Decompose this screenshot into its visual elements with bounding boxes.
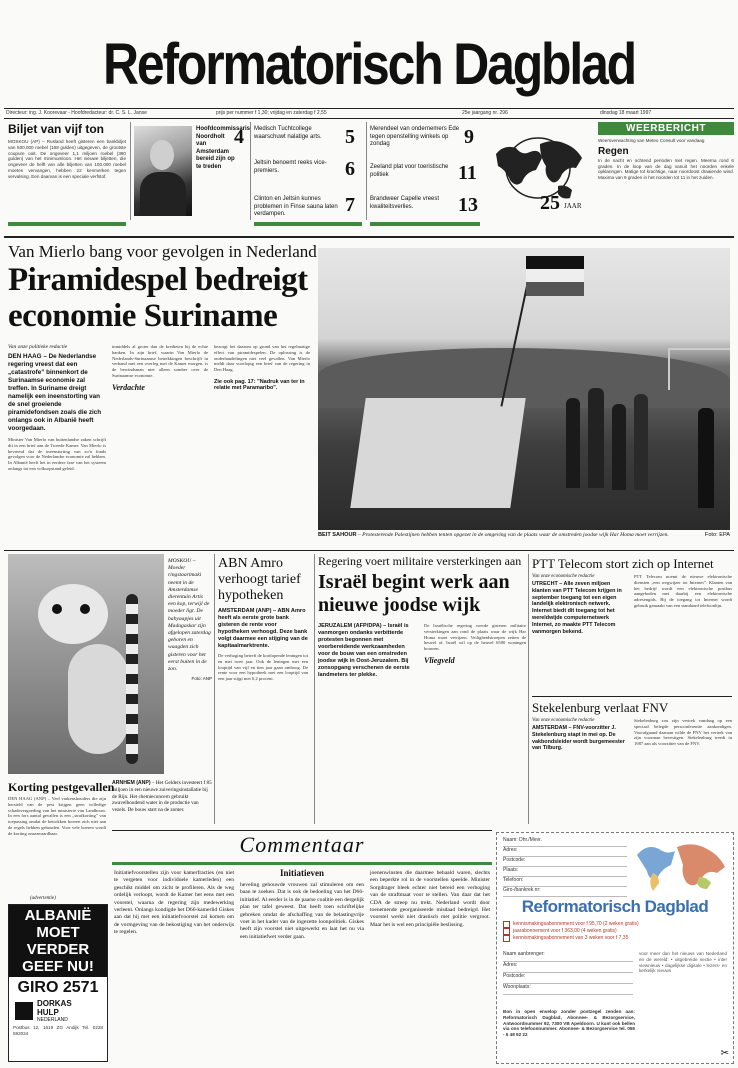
form-field-referrer-label: Naam aanbrenger: bbox=[503, 951, 545, 957]
world-map-icon bbox=[633, 837, 729, 895]
ad-org-3: NEDERLAND bbox=[37, 1017, 68, 1023]
main-col-3 bbox=[214, 344, 310, 391]
main-col-1 bbox=[8, 344, 106, 472]
weather-box bbox=[598, 122, 734, 224]
ad-label: (advertentie) bbox=[30, 896, 56, 901]
teaser-item-2 bbox=[254, 160, 338, 175]
checkbox-icon bbox=[503, 928, 510, 935]
abn-headline: ABN Amro verhoogt tarief hypotheken bbox=[218, 556, 301, 603]
form-option-1[interactable] bbox=[503, 921, 729, 928]
abn-body: De verhoging betreft de kortlopende leningen tot en met twee jaar. Ook de leningen met een looptijd van vijf en tien jaar gaan omhoog. De rente voor een hypotheek met een looptijd van een jaar stijgt met 0,2 procent. bbox=[218, 653, 308, 682]
main-subhead: Verdachte bbox=[112, 382, 145, 392]
teaser-item-2-text: Jeltsin benoemt reeks vice-premiers. bbox=[254, 160, 327, 174]
commentaar-title: Commentaar bbox=[239, 832, 365, 857]
israel-headline-2: nieuwe joodse wijk bbox=[318, 594, 481, 616]
checkbox-icon bbox=[503, 921, 510, 928]
lemur-credit: Foto: ANP bbox=[191, 676, 212, 682]
scissors-icon: ✂ bbox=[720, 1048, 729, 1059]
form-footer: Bon in open envelop zonder postzegel zenden aan: Reformatorisch Dagblad, Abonnee- & Bezorgservice, Antwoordnummer 92, 7300 VB Apeldoorn. U kunt ook bellen via ons telefoonnummer. Abonnee- & Bezorgservice tel. 055 - 5 48 92 22 bbox=[503, 1009, 635, 1038]
lemur-caption bbox=[168, 558, 212, 682]
protest-photo bbox=[318, 248, 730, 530]
teaser-item-4-page: 9 bbox=[464, 126, 474, 148]
teaser-item-3-page: 7 bbox=[345, 194, 355, 216]
commentaar-col-1: Initiatiefvoorstellen zijn voor kamerfracties (en niet te vergeten voor individuele kamerleden) een geschikt middel om zicht te profileren. Als de weg ordelijk verloopt, wordt de Kamer het eens met een voorstel, waarna de regering zijn medewerking verleent. Onlangs kondigde het D66-kamerlid Giskes aan dat hij met een initiatiefvoorstel zal komen om de vormgeving van de bekostiging van het onderwijs te regelen. bbox=[114, 870, 234, 936]
ad-line-2: MOET bbox=[36, 924, 80, 941]
masthead-price: prijs per nummer f 1,30; vrijdag en zaterdag f 2,55 bbox=[216, 110, 327, 116]
teaser-item-5-page: 11 bbox=[458, 162, 477, 184]
abn-story bbox=[218, 556, 308, 682]
ptt-story bbox=[532, 556, 732, 635]
form-field-postcode-label: Postcode: bbox=[503, 857, 526, 863]
israel-body: De Israëlische regering voerde gisteren militaire versterkingen aan rond de plaats waar de wijk Har Homa moet verrijzen. Veiligheidstroepen zetten de heuvel af. Israël wil op de heuvel 6500 woningen bouwen. bbox=[424, 623, 526, 652]
form-field-referrer[interactable] bbox=[503, 951, 633, 962]
commentaar-subtitle: Initiatieven bbox=[280, 868, 324, 878]
arnhem-caption bbox=[112, 780, 212, 814]
form-field-bank-label: Giro-/bankrek.nr: bbox=[503, 887, 541, 893]
teaser-item-4 bbox=[370, 126, 462, 149]
form-field-referrer-address-label: Adres: bbox=[503, 962, 518, 968]
form-side-text: voor meer dan het nieuws van Nederland en de wereld: • uitgebreide sectie • inter viewnieuw • dagelijkse digitale • lezers- en kerkelijk nieuws bbox=[639, 951, 727, 974]
checkbox-icon bbox=[503, 935, 510, 942]
ptt-headline: PTT Telecom stort zich op Internet bbox=[532, 556, 714, 571]
albania-ad bbox=[8, 904, 108, 1062]
weather-sub: Weersverwachting van Meteo Consult voor vandaag bbox=[598, 138, 705, 143]
lemur-caption-text: MOSKOU – Moeder ringstaartmaki neemt in de Amsterdamse dierentuin Artis een kop, terwijl de moeder ligt. De babyaapjes uit Madagaskar zijn afgelopen zaterdag geboren en waagden zich gisteren voor het eerst buiten in de zon. bbox=[168, 558, 211, 673]
masthead-title: Reformatorisch Dagblad bbox=[103, 32, 635, 97]
ad-line-3: VERDER bbox=[26, 941, 90, 958]
form-field-referrer-postcode-label: Postcode: bbox=[503, 973, 526, 979]
photo-caption-text: – Protesterende Palestijnen hebben tenten opgezet in de omgeving van de plaats waar de omstreden joodse wijk Har Homa moet verrijzen. bbox=[357, 532, 669, 538]
teaser-item-6-page: 13 bbox=[458, 194, 478, 216]
form-title: Reformatorisch Dagblad bbox=[521, 897, 709, 916]
teaser-hoofd-page: 4 bbox=[234, 126, 244, 148]
form-field-referrer-postcode[interactable] bbox=[503, 973, 633, 984]
teaser-item-1-page: 5 bbox=[345, 126, 355, 148]
teaser-item-1-text: Medisch Tuchtcollege waarschuwt nalatige arts. bbox=[254, 126, 322, 140]
form-field-referrer-city[interactable] bbox=[503, 984, 633, 995]
teaser-hoofd: Hoofdcommissaris Noordholt van Amsterdam bereid zijn op te treden bbox=[196, 126, 251, 170]
form-field-referrer-address[interactable] bbox=[503, 962, 633, 973]
ad-org-1: DORKAS bbox=[37, 999, 72, 1008]
masthead-issue: 25e jaargang nr. 296 bbox=[462, 110, 508, 116]
form-field-name[interactable] bbox=[503, 837, 627, 847]
form-option-1-label: kennismakingsabonnement voor f 95,70 (2 weken gratis) bbox=[513, 921, 639, 928]
main-col1-text: Minister Van Mierlo van buitenlandse zaken schrijft dit in een brief aan de Tweede Kamer. Van Mierlo is bevreesd dat de ineenstorting van zo'n fonds gevolgen voor de Nederlandse economie zal hebben. In Albanië heeft het in eerdere fase van het systeem onlangs tot een volksopstand geleid. bbox=[8, 437, 106, 471]
form-field-referrer-city-label: Woonplaats: bbox=[503, 984, 531, 990]
israel-headline-1: Israël begint werk aan bbox=[318, 571, 510, 593]
main-col2-text: inmiddels al groter dan de kredieten bij de echte banken. In zijn brief, waarin Van Mierlo de Nederlands-Surinaamse betrekkingen beschrijft in verband met een overleg met de Kamer morgen, is de bewindsman niet alleen somber over de Surinaamse economie. bbox=[112, 344, 208, 378]
israel-subhead: Vliegveld bbox=[424, 655, 455, 665]
weather-title: Regen bbox=[598, 145, 629, 157]
form-field-city-label: Plaats: bbox=[503, 867, 519, 873]
main-continued: Zie ook pag. 17: "Nadruk van ter in relatie met Paramaribo". bbox=[214, 378, 305, 391]
teaser-item-3-text: Clinton en Jeltsin kunnes problemen in Finse sauna laten verdampen. bbox=[254, 196, 338, 217]
arnhem-text: – Het Gelders investeert f 85 miljoen in een nieuwe zuiveringsinstallatie bij de Rijn. Het chemieconcern gebruikt zwavelhoudend water in de productie van vezels. De bouw start na de zomer. bbox=[112, 780, 212, 814]
teaser-lead-title: Biljet van vijf ton bbox=[8, 122, 105, 136]
main-col-2 bbox=[112, 344, 208, 392]
ptt-byline: Van onze economische redactie bbox=[532, 574, 595, 579]
form-option-2[interactable] bbox=[503, 928, 729, 935]
korting-headline: Korting pestgevallen bbox=[8, 780, 115, 794]
teaser-lead bbox=[8, 122, 126, 180]
commentaar-col-2: heveling gehouwde vrouwen zal stimuleren om een baan te zoeken. Dat is ook de bedoeling van het D66-initiatief. Al eerder is in de paarse coalitie een dergelijk plan ter tafel geweest. Dat heeft toen schriftelijke gebreken omdat de afschaffing van de belastingvrije voet in het kader van de ingezette loonpolitiek. Giskes heeft zijn voorstel niet uitgewerkt en laat het nu via een initiatiefwet verder gaan. bbox=[240, 882, 364, 940]
teaser-item-6 bbox=[370, 196, 462, 211]
israel-lead: JERUZALEM (AFP/DPA) – Israël is vanmorgen ondanks verbitterde protesten begonnen met voorbereidende werkzaamheden voor de bouw van een omstreden joodse wijk in Oost-Jeruzalem. Bij zonsopgang verschenen de eerste landmeters ter plekke. bbox=[318, 623, 410, 678]
form-option-3-label: kennismakingsabonnement van 3 weken voor f 7,35 bbox=[513, 935, 629, 942]
weather-body: In de nacht en ochtend perioden met regen. Meerna rond 6 graden. In de loop van de dag vanuit het noorden enkele opklaringen. Matige tot krachtige, naar noordoost draaiende wind. Maxima van 9 graden in het noorden tot 11 in het zuiden. bbox=[598, 157, 734, 181]
commentaar-col-3: joenenwinsten die daarmee behaald waren, slechts een beperkte rol in de voorstellen speelde. Minister Sorgdrager bleek echter niet bereid een verhoging van de straftmaat voor te stellen. Van daar dat het CDA de streep nu trekt. Nederland wordt door toenemende georganiseerde misdaad bedreigd. Het voorstel werkt niet drastisch met politie vergroot. Maar het is wel een principiële beslissing. bbox=[370, 870, 490, 928]
teaser-item-5-text: Zeeland plat voor toeristische politiek bbox=[370, 164, 449, 178]
arnhem-credit: ARNHEM (ANP) bbox=[112, 780, 151, 786]
ad-line-4: GEEF NU! bbox=[22, 958, 94, 975]
form-option-3[interactable] bbox=[503, 935, 729, 942]
teaser-item-1 bbox=[254, 126, 338, 141]
form-field-address[interactable] bbox=[503, 847, 627, 857]
teaser-item-3 bbox=[254, 196, 338, 219]
dorkas-logo-icon bbox=[15, 1002, 33, 1020]
photo-caption-source: Foto: EPA bbox=[704, 532, 730, 538]
korting-body: DEN HAAG (ANP) – Veel varkenshouders die zijn hersteld van de pest krijgen geen volledige schadevergoeding van het ministerie van Landbouw. In een fors aantal gevallen is een „strafkorting” van toepassing omdat de betrokken boeren zich niet aan de regels hebben gehouden. Voor vele boeren wordt de korting onaanvaardbaar. bbox=[8, 796, 106, 836]
portrait-photo bbox=[134, 126, 192, 216]
flag-icon bbox=[526, 256, 584, 296]
form-field-bank[interactable] bbox=[503, 887, 627, 897]
teaser-item-6-text: Brandweer Capelle vreest kwaliteitsverlies. bbox=[370, 196, 440, 210]
stekelenburg-lead: AMSTERDAM – FNV-voorzitter J. Stekelenburg stapt in mei op. De vakbondsleider wordt burgemeester van Tilburg. bbox=[532, 725, 625, 752]
main-lead: DEN HAAG – De Nederlandse regering vreest dat een „catastrofe” binnenkort de Surinaamse economie zal treffen. In Suriname dreigt namelijk een ineenstorting van de snel groeiende piramidefondsen zoals die zich onlangs ook in Albanië heeft voorgedaan. bbox=[8, 353, 102, 432]
masthead-directors: Directeur: ing. J. Koorevaar - Hoofdredacteur: dr. C. S. L. Janse bbox=[6, 110, 147, 116]
weather-header: WEERBERICHT bbox=[598, 122, 734, 135]
israel-kicker: Regering voert militaire versterkingen aan bbox=[318, 554, 522, 568]
stekelenburg-body: Stekelenburg zou zijn vertrek vandaag op een speciaal belegde persconferentie aankondigen. Voorafgaand daaraan wilde de FNV het vertrek van zijn voorman bevestigen. Stekelenburg treedt in 1987 aan als voorzitter van de FNV. bbox=[634, 718, 732, 747]
masthead-date: dinsdag 18 maart 1997 bbox=[600, 110, 652, 116]
stekelenburg-byline: Van onze economische redactie bbox=[532, 718, 595, 723]
anniversary-jaar: JAAR bbox=[564, 202, 582, 210]
subscription-form bbox=[496, 832, 734, 1064]
photo-caption bbox=[318, 532, 730, 539]
form-field-name-label: Naam: Dhr./Mevr. bbox=[503, 837, 542, 843]
form-field-phone-label: Telefoon: bbox=[503, 877, 524, 883]
teaser-item-4-text: Merendeel van ondernemers Ede tegen openstelling winkels op zondag bbox=[370, 126, 460, 147]
photo-caption-credit: BEIT SAHOUR bbox=[318, 532, 357, 538]
ad-giro: GIRO 2571 bbox=[17, 979, 99, 996]
main-headline-2: economie Suriname bbox=[8, 298, 278, 334]
form-field-postcode[interactable] bbox=[503, 857, 627, 867]
form-field-phone[interactable] bbox=[503, 877, 627, 887]
teaser-lead-body: MOSKOU (AP) – Rusland heeft gisteren een bankbiljet van 500.000 roebel (168 gulden) uitgegeven, de grootste coupure ooit. De ongeveer 1,1 miljoen roebel (380 gulden) van het minimumloon. Het nieuwe biljetten, die ongeveer de helft van alle biljetten van 100.000 roebel moeten vervangen, hebben 22 kenmerken tegen vervalsing. Een daarvan is een speciale verfstof. bbox=[8, 139, 126, 179]
israel-story bbox=[318, 554, 526, 679]
main-byline: Van onze politieke redactie bbox=[8, 344, 68, 350]
abn-lead: AMSTERDAM (ANP) – ABN Amro heeft als eerste grote bank gisteren de rente voor hypotheken verhoogd. Deze bank volgt daarmee een stijging van de kapitaalmarktrente. bbox=[218, 608, 308, 649]
stekelenburg-headline: Stekelenburg verlaat FNV bbox=[532, 700, 669, 715]
ad-line-1: ALBANIË bbox=[24, 907, 92, 924]
form-field-address-label: Adres: bbox=[503, 847, 518, 853]
main-kicker: Van Mierlo bang voor gevolgen in Nederland bbox=[8, 242, 317, 261]
form-option-2-label: jaarabonnement voor f 363,00 (4 weken gratis) bbox=[513, 928, 617, 935]
lemur-photo bbox=[8, 554, 164, 774]
anniversary-number: 25 bbox=[540, 192, 560, 214]
main-col3-text: bezorgt het daarom op grond van het regelmatige effect van piramidespelen. De oplossing is de onderhandelingen niet veel gevallen. Van Mierlo meldt daar voorlopig een brief van de regering in Den Haag. bbox=[214, 344, 310, 373]
teaser-item-2-page: 6 bbox=[345, 158, 355, 180]
ad-address: Postbus 12, 1619 ZG Andijk Tel. 0228 592024 bbox=[13, 1025, 103, 1036]
ad-org-2: HULP bbox=[37, 1008, 59, 1017]
form-field-city[interactable] bbox=[503, 867, 627, 877]
anniversary-logo bbox=[488, 124, 594, 220]
stekelenburg-story bbox=[532, 700, 732, 752]
ptt-body: PTT Telecom noemt de nieuwe elektronische diensten „een wegwijzer tot Internet”. Klanten van het bedrijf wordt een elektronische postbus aangeboden met daarbij een elektronische adresengids. Bij de toegang tot Internet wordt gebruik gemaakt van een standaard telefoonlijn. bbox=[634, 574, 732, 608]
main-headline-1: Piramidespel bedreigt bbox=[8, 262, 308, 298]
ptt-lead: UTRECHT – Alle zeven miljoen klanten van PTT Telecom krijgen in september toegang tot een eigen landelijk elektronisch netwerk. Internet biedt dit toegang tot het wereldwijde computernetwerk Internet, zo maakte PTT Telecom vanmorgen bekend. bbox=[532, 581, 622, 635]
teaser-item-5 bbox=[370, 164, 462, 179]
